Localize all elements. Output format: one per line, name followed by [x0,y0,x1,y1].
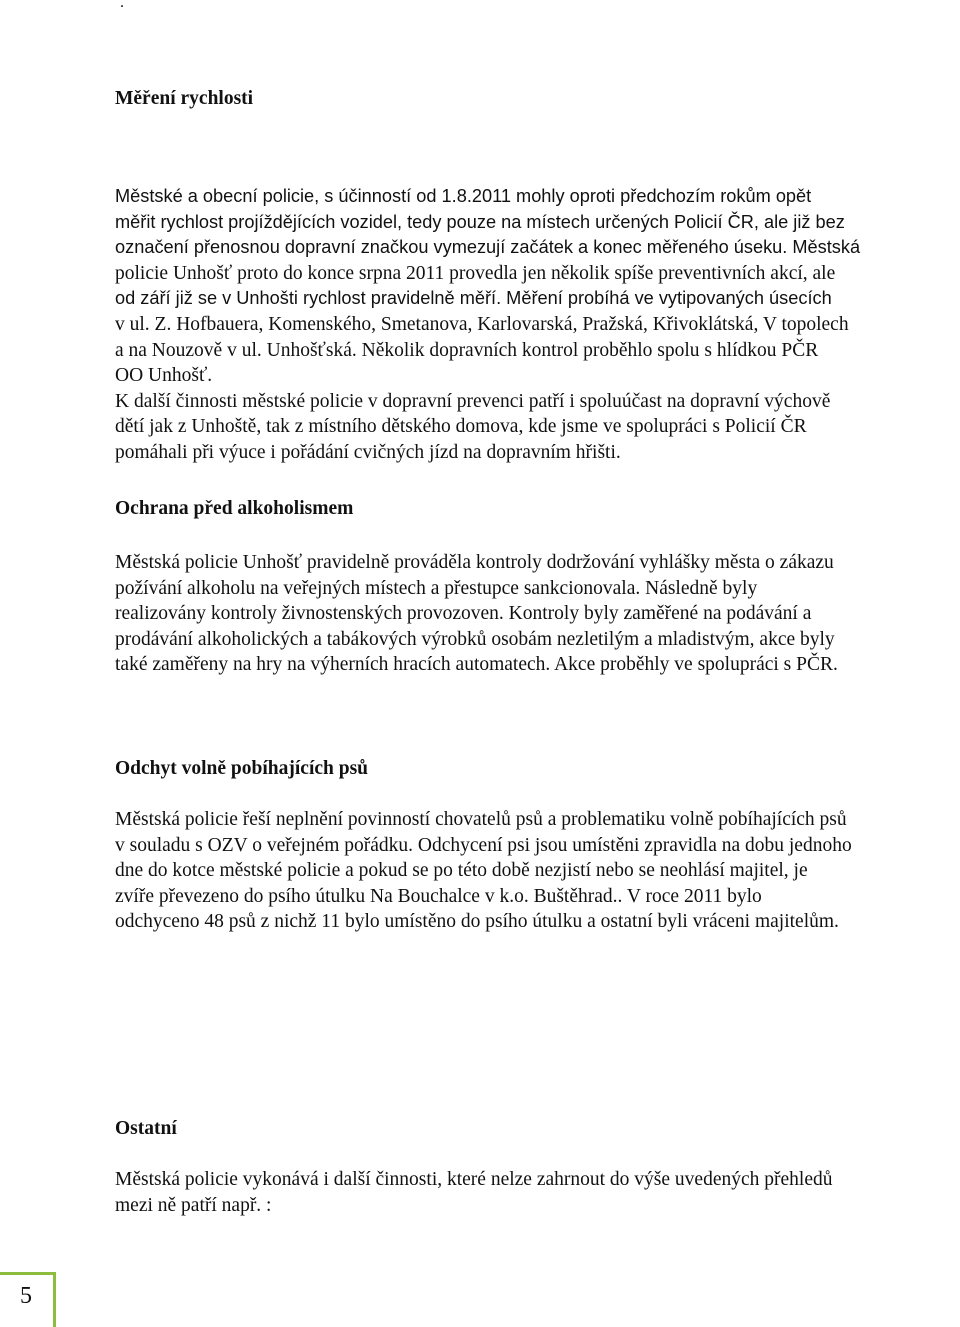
section-heading-alcohol: Ochrana před alkoholismem [115,498,354,519]
section-paragraph-other [115,1167,960,1218]
text-line: zvíře převezeno do psího útulku Na Bouchalce v k.o. Buštěhrad.. V roce 2011 bylo [115,885,762,907]
top-mark: . [120,0,124,11]
text-line: Městská policie řeší neplnění povinností chovatelů psů a problematiku volně pobíhajících psů [115,809,847,830]
text-line: Městské a obecní policie, s účinností od 1.8.2011 mohly oproti předchozím rokům opět [115,186,812,206]
text-line: K další činnosti městské policie v dopravní prevenci patří i spoluúčast na dopravní výchově [115,390,831,412]
text-line: měřit rychlost projíždějících vozidel, tedy pouze na místech určených Policií ČR, ale již bez [115,211,845,232]
page-number: 5 [20,1283,32,1309]
text-line: dne do kotce městské policie a pokud se po této době nezjistí nebo se neohlásí majitel, je [115,860,808,882]
text-line: pomáhali při výuce i pořádání cvičných jízd na dopravním hřišti. [115,441,621,463]
section-heading-speed: Měření rychlosti [115,88,254,109]
text-line: dětí jak z Unhoště, tak z místního dětského domova, kde jsme ve spolupráci s Policií ČR [115,416,807,438]
text-line: mezi ně patří např. : [115,1194,272,1216]
text-line: v ul. Z. Hofbauera, Komenského, Smetanova, Karlovarská, Pražská, Křivoklátská, V topolech [115,313,849,335]
text-line: Městská policie Unhošť pravidelně prováděla kontroly dodržování vyhlášky města o zákazu [115,552,834,573]
text-line: OO Unhošť. [115,365,213,387]
text-line: Městská policie vykonává i další činnosti, které nelze zahrnout do výše uvedených přehledů [115,1169,833,1190]
section-paragraph-speed [115,184,960,466]
text-line: také zaměřeny na hry na výherních hracích automatech. Akce proběhly ve spolupráci s PČR. [115,654,838,676]
text-line: policie Unhošť proto do konce srpna 2011 provedla jen několik spíše preventivních akcí, ale [115,262,836,284]
section-heading-dogs: Odchyt volně pobíhajících psů [115,758,369,779]
text-line: požívání alkoholu na veřejných místech a přestupce sankcionovala. Následně byly [115,577,758,599]
text-line: realizovány kontroly živnostenských provozoven. Kontroly byly zaměřené na podávání a [115,603,812,625]
page-number-badge [0,1272,56,1327]
text-line: v souladu s OZV o veřejném pořádku. Odchycení psi jsou umístěni zpravidla na dobu jednoho [115,834,852,856]
section-heading-other: Ostatní [115,1118,177,1139]
section-paragraph-alcohol [115,550,960,678]
text-line: označení přenosnou dopravní značkou vymezují začátek a konec měřeného úseku. Městská [115,237,861,258]
text-line: od září již se v Unhošti rychlost pravidelně měří. Měření probíhá ve vytipovaných úsecích [115,288,832,309]
section-paragraph-dogs [115,807,960,935]
text-line: odchyceno 48 psů z nichž 11 bylo umístěno do psího útulku a ostatní byli vráceni majitelům. [115,911,839,933]
text-line: a na Nouzově v ul. Unhošťská. Několik dopravních kontrol proběhlo spolu s hlídkou PČR [115,339,819,361]
text-line: prodávání alkoholických a tabákových výrobků osobám nezletilým a mladistvým, akce byly [115,628,835,650]
